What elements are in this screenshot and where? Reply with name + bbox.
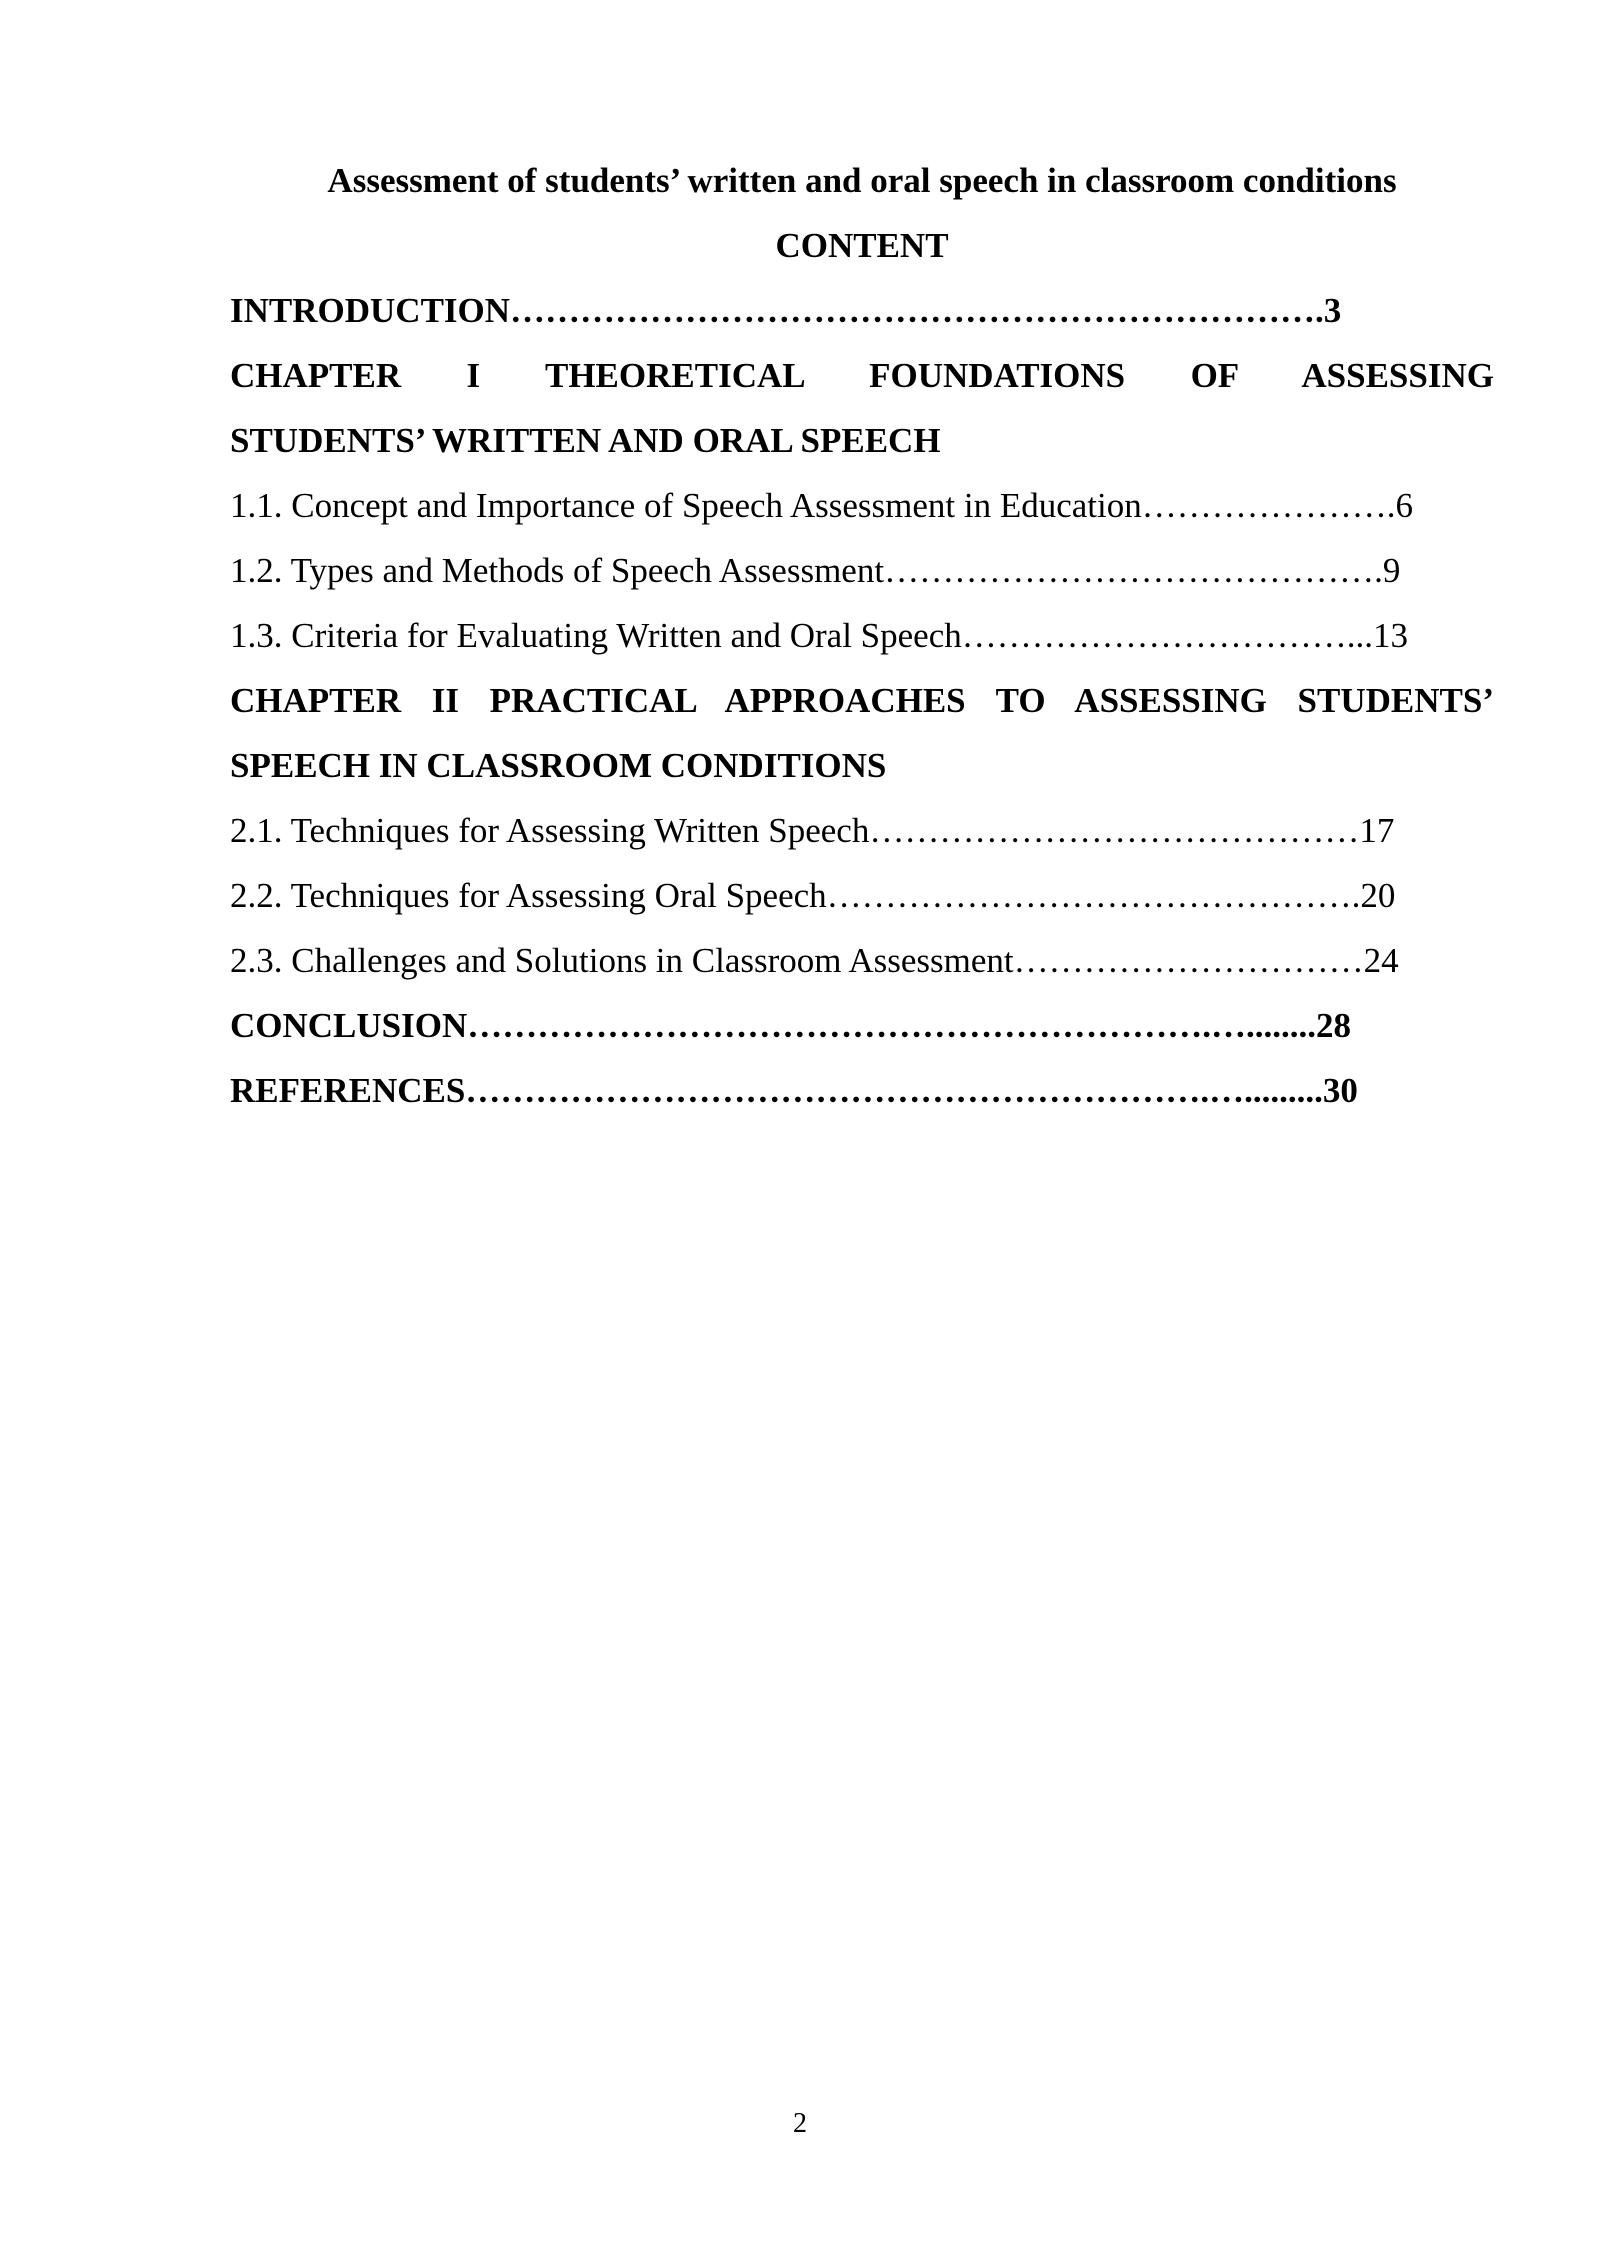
toc-entry-1-2: 1.2. Types and Methods of Speech Assessment…………………………………….9 [230, 551, 1401, 590]
toc-entry-chapter-2-title-line-1: CHAPTER II PRACTICAL APPROACHES TO ASSESSING STUDENTS’ [230, 681, 1494, 720]
toc-heading: CONTENT [775, 226, 949, 265]
toc-entry-2-3: 2.3. Challenges and Solutions in Classroom Assessment…………………………24 [230, 941, 1399, 980]
toc-entry-references: REFERENCES……………………………………………………….….........30 [230, 1071, 1358, 1110]
toc-entry-chapter-1-title-line-1: CHAPTER I THEORETICAL FOUNDATIONS OF ASSESSING [230, 356, 1494, 395]
document-page [230, 148, 1494, 1123]
table-of-contents [230, 278, 1494, 1123]
toc-entry-2-1: 2.1. Techniques for Assessing Written Speech……………………………………17 [230, 811, 1395, 850]
page-number: 2 [793, 2108, 807, 2139]
document-title: Assessment of students’ written and oral speech in classroom conditions [327, 161, 1397, 200]
toc-entry-1-3: 1.3. Criteria for Evaluating Written and Oral Speech……………………………...13 [230, 616, 1408, 655]
toc-entry-chapter-2-title-line-2: SPEECH IN CLASSROOM CONDITIONS [230, 746, 887, 785]
toc-entry-2-2: 2.2. Techniques for Assessing Oral Speech……………………………………….20 [230, 876, 1396, 915]
toc-entry-conclusion: CONCLUSION……………………………………………………….…........28 [230, 1006, 1352, 1045]
toc-entry-1-1: 1.1. Concept and Importance of Speech Assessment in Education………………….6 [230, 486, 1413, 525]
toc-entry-introduction: INTRODUCTION…………………………………………………………….3 [230, 291, 1342, 330]
toc-entry-chapter-1-title-line-2: STUDENTS’ WRITTEN AND ORAL SPEECH [230, 421, 941, 460]
